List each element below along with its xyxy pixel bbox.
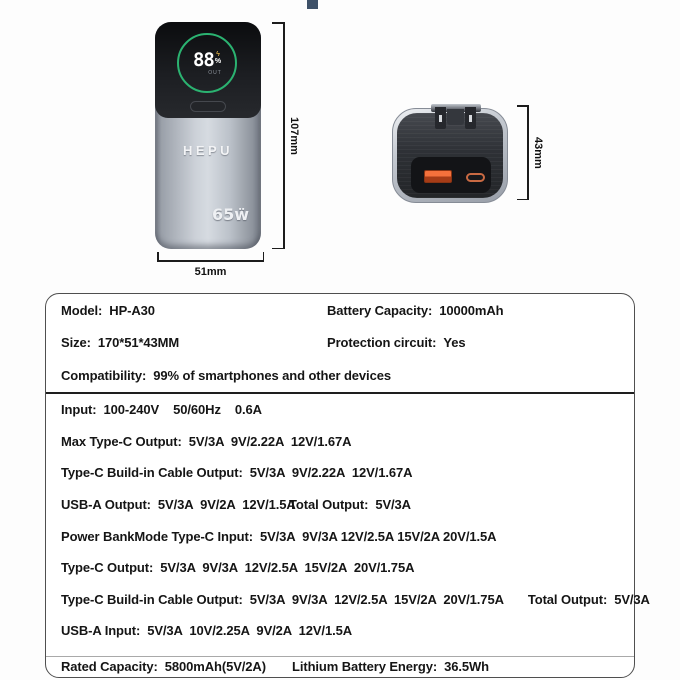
spec-value: 10000mAh	[439, 302, 504, 318]
spec-value: 5V/3A	[614, 591, 650, 607]
spec-label: Type-C Output:	[61, 560, 154, 576]
plug-hinge	[447, 109, 464, 125]
spec-row-typec-output	[46, 552, 634, 584]
spec-label: Type-C Build-in Cable Output:	[61, 465, 243, 481]
spec-pair-battery-capacity	[327, 303, 503, 318]
dimension-label-height: 107mm	[288, 116, 300, 155]
spec-row-usba-output	[46, 489, 634, 521]
spec-label: Type-C Build-in Cable Output:	[61, 591, 243, 607]
spec-value: 5V/3A 9V/2A 12V/1.5A	[157, 497, 296, 513]
powerbank-screen-panel	[155, 22, 261, 118]
spec-label: Max Type-C Output:	[61, 433, 182, 449]
dimension-line-charger	[527, 105, 529, 200]
wattage-label: 65ẅ	[211, 205, 249, 224]
powerbank-image	[155, 22, 261, 249]
dimension-cap	[517, 105, 528, 107]
spec-label: USB-A Input:	[61, 623, 141, 639]
spec-row-max-typec-output	[46, 426, 634, 458]
percent-sign: %	[214, 57, 222, 65]
spec-row-usba-input	[46, 615, 634, 647]
spec-label: Total Output:	[527, 591, 608, 607]
spec-value: 5V/3A 9V/3A 12V/2.5A 15V/2A 20V/1.75A	[249, 591, 504, 607]
dimension-cap	[272, 248, 284, 250]
spec-section-io	[46, 394, 650, 647]
battery-display-side	[215, 51, 221, 66]
spec-row-model	[46, 294, 634, 327]
output-indicator-label: OUT	[208, 69, 222, 76]
spec-table	[45, 293, 650, 678]
spec-label: Compatibility:	[61, 367, 147, 383]
prong-slot	[469, 115, 472, 122]
dimension-label-charger: 43mm	[532, 136, 544, 169]
spec-row-compatibility	[46, 359, 634, 392]
spec-pair-protection	[327, 335, 465, 350]
usb-a-port-icon	[424, 170, 452, 183]
spec-value: HP-A30	[109, 302, 155, 318]
spec-row-typec-cable-output	[46, 457, 634, 489]
dimension-cap	[517, 199, 528, 201]
spec-value: 99% of smartphones and other devices	[153, 367, 391, 383]
spec-label: Power BankMode Type-C Input:	[61, 528, 253, 544]
spec-pair-lithium-energy	[292, 659, 489, 674]
spec-value: 5V/3A 10V/2.25A 9V/2A 12V/1.5A	[147, 623, 353, 639]
spec-row-typec-cable-output-2	[46, 584, 650, 616]
dimension-cap	[263, 252, 265, 261]
brand-logo: HEPU	[182, 143, 234, 158]
spec-value: 5V/3A 9V/3A 12V/2.5A 15V/2A 20V/1.75A	[160, 560, 415, 576]
dimension-line-width	[157, 260, 264, 262]
spec-label: USB-A Output:	[61, 497, 151, 513]
cropped-banner-remnant	[307, 0, 318, 9]
spec-label: Model:	[61, 302, 103, 318]
spec-label: Rated Capacity:	[61, 658, 158, 674]
battery-ring	[177, 33, 237, 93]
bolt-icon: ϟ	[216, 50, 220, 58]
spec-label: Input:	[61, 402, 97, 418]
dimension-cap	[272, 22, 284, 24]
spec-section-general	[46, 294, 634, 392]
spec-section-capacity	[46, 657, 634, 674]
plug-prong-icon	[435, 107, 446, 129]
spec-row-rated-capacity	[46, 657, 634, 674]
spec-row-bankmode-input	[46, 520, 634, 552]
spec-value: 5V/3A	[375, 497, 411, 513]
spec-pair-total-output-2	[528, 592, 650, 607]
spec-value: 5V/3A 9V/3A 12V/2.5A 15V/2A 20V/1.5A	[259, 528, 497, 544]
spec-label: Size:	[61, 335, 91, 351]
prong-slot	[439, 115, 442, 122]
spec-value: 170*51*43MM	[97, 335, 180, 351]
dimension-line-height	[283, 22, 285, 249]
spec-row-size	[46, 327, 634, 360]
spec-label: Lithium Battery Energy:	[292, 658, 438, 674]
spec-value: 100-240V 50/60Hz 0.6A	[103, 402, 262, 418]
dimension-label-width: 51mm	[194, 266, 227, 278]
charger-image	[392, 108, 508, 203]
spec-value: 36.5Wh	[444, 658, 489, 674]
usb-c-port-icon	[466, 173, 485, 182]
spec-value: 5V/3A 9V/2.22A 12V/1.67A	[249, 465, 413, 481]
battery-display	[192, 48, 222, 71]
battery-percent: 88	[192, 48, 214, 71]
power-button	[190, 101, 226, 112]
plug-prong-icon	[465, 107, 476, 129]
spec-value: 5800mAh(5V/2A)	[164, 658, 266, 674]
spec-value: Yes	[443, 335, 466, 351]
spec-label: Battery Capacity:	[327, 302, 433, 318]
spec-pair-total-output	[289, 497, 411, 512]
dimension-cap	[157, 252, 159, 261]
spec-row-input	[46, 394, 634, 426]
spec-label: Protection circuit:	[327, 335, 437, 351]
port-recess	[411, 157, 491, 193]
spec-label: Total Output:	[289, 497, 369, 513]
spec-value: 5V/3A 9V/2.22A 12V/1.67A	[188, 433, 352, 449]
